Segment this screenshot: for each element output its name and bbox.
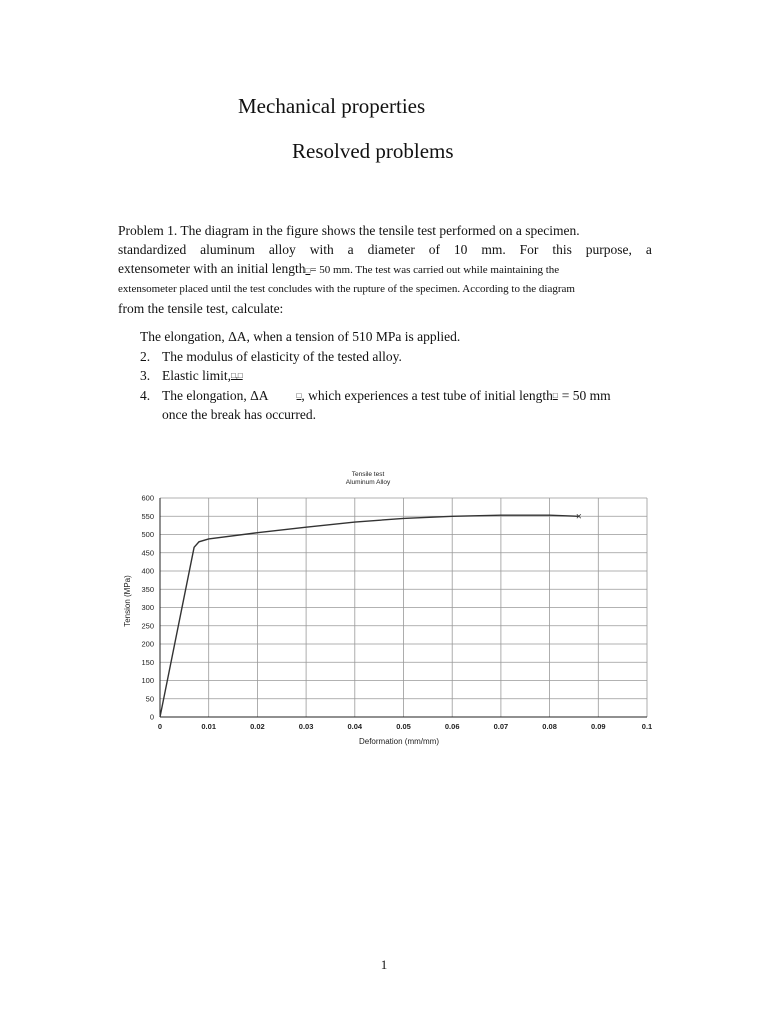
list-item-text-mid: , which experiences a test tube of initial length <box>301 387 553 403</box>
length-symbol: □ <box>305 266 311 275</box>
list-item-text: The elongation, ΔA, when a tension of 510 MPa is applied. <box>140 329 461 344</box>
problem-line-3-text: extensometer with an initial length <box>118 261 306 276</box>
x-tick-label: 0.1 <box>641 722 653 731</box>
list-item-number: 3. <box>140 368 151 383</box>
y-tick-label: 450 <box>141 548 154 558</box>
word: a <box>645 242 652 257</box>
y-axis-label: Tension (MPa) <box>123 575 132 627</box>
stress-strain-curve <box>160 515 579 717</box>
x-tick-labels <box>158 722 652 731</box>
chart-title: Tensile test <box>351 471 385 478</box>
x-tick-label: 0.07 <box>493 722 509 731</box>
word: diameter <box>367 242 415 257</box>
elastic-limit-symbol: □,□ <box>231 371 243 380</box>
word: this <box>552 242 572 257</box>
list-item-number: 4. <box>140 387 151 403</box>
list-item-text: Elastic limit, <box>162 368 231 383</box>
list-item <box>140 347 652 367</box>
y-tick-label: 350 <box>141 584 154 594</box>
y-tick-label: 150 <box>141 657 154 667</box>
page-number: 1 <box>380 957 388 972</box>
problem-line-4: extensometer placed until the test concludes with the rupture of the specimen. According to the diagram <box>118 283 575 295</box>
y-tick-label: 500 <box>141 530 154 539</box>
chart-grid <box>160 498 647 717</box>
y-tick-label: 550 <box>141 511 154 521</box>
x-tick-label: 0 <box>157 722 163 731</box>
problem-line-3 <box>118 259 652 280</box>
word: For <box>519 242 539 257</box>
y-tick-label: 100 <box>141 676 154 685</box>
problem-statement <box>118 221 652 318</box>
problem-line-1: Problem 1. The diagram in the figure shows the tensile test performed on a specimen. <box>118 223 580 238</box>
x-tick-label: 0.05 <box>396 722 411 731</box>
list-item <box>140 386 652 406</box>
word: aluminum <box>200 242 255 257</box>
question-list <box>140 327 652 425</box>
chart-subtitle: Aluminum Alloy <box>345 479 391 486</box>
x-tick-label: 0.09 <box>590 722 606 731</box>
word: of <box>428 242 440 257</box>
list-item <box>140 366 652 386</box>
document-subtitle: Resolved problems <box>292 139 454 163</box>
tensile-test-chart <box>118 466 658 751</box>
y-tick-label: 300 <box>141 603 154 612</box>
y-tick-label: 400 <box>141 566 154 576</box>
document-title: Mechanical properties <box>238 94 426 118</box>
y-tick-labels <box>141 494 154 722</box>
word: a <box>347 242 354 257</box>
x-tick-label: 0.06 <box>444 722 460 731</box>
problem-line-5: from the tensile test, calculate: <box>118 301 284 316</box>
x-tick-label: 0.08 <box>542 722 557 731</box>
word: 10 <box>453 242 468 257</box>
list-item-text-end: = 50 mm <box>561 387 611 403</box>
y-tick-label: 0 <box>149 712 154 722</box>
y-tick-label: 600 <box>141 493 154 503</box>
x-tick-label: 0.03 <box>298 722 314 731</box>
x-tick-label: 0.04 <box>347 722 363 731</box>
word: with <box>309 242 334 257</box>
list-item <box>140 405 652 425</box>
list-item-text: The elongation, ΔA <box>162 387 269 403</box>
list-item-text: once the break has occurred. <box>162 407 317 422</box>
y-tick-label: 50 <box>145 694 154 704</box>
y-tick-label: 250 <box>141 621 154 631</box>
list-item-text: The modulus of elasticity of the tested alloy. <box>162 348 402 364</box>
x-tick-label: 0.01 <box>201 722 217 731</box>
word: standardized <box>118 242 187 257</box>
problem-line-3-rest: = 50 mm. The test was carried out while maintaining the <box>310 264 560 276</box>
x-axis-label: Deformation (mm/mm) <box>358 737 440 746</box>
word: purpose, <box>585 242 632 257</box>
y-tick-label: 200 <box>141 639 154 649</box>
word: alloy <box>268 242 296 257</box>
length-symbol: □ <box>552 390 558 400</box>
problem-line-2 <box>118 240 652 259</box>
break-symbol: □ <box>296 390 302 400</box>
x-tick-label: 0.02 <box>250 722 265 731</box>
word: mm. <box>481 242 506 257</box>
list-item <box>140 327 652 347</box>
list-item-number: 2. <box>140 348 151 364</box>
